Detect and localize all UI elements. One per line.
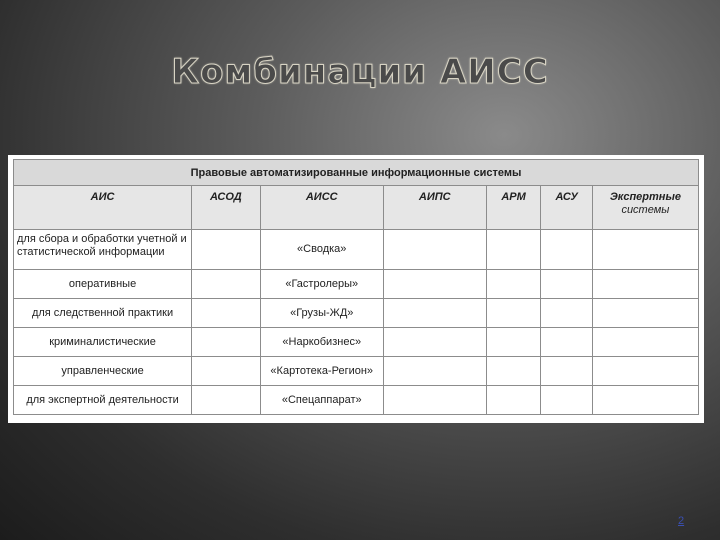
table-cell: криминалистические bbox=[14, 328, 192, 357]
table-cell bbox=[541, 299, 592, 328]
table-row bbox=[14, 230, 699, 270]
table-cell bbox=[592, 386, 698, 415]
table-cell bbox=[383, 230, 486, 270]
table-caption: Правовые автоматизированные информационные системы bbox=[14, 160, 699, 186]
column-header: АИСС bbox=[260, 186, 383, 230]
table-cell bbox=[541, 328, 592, 357]
table-cell bbox=[592, 230, 698, 270]
table-cell bbox=[486, 357, 541, 386]
table-cell bbox=[541, 386, 592, 415]
table-cell bbox=[192, 328, 261, 357]
table-cell bbox=[383, 357, 486, 386]
table-cell: управленческие bbox=[14, 357, 192, 386]
table-row bbox=[14, 357, 699, 386]
table-cell bbox=[486, 386, 541, 415]
table-cell: «Сводка» bbox=[260, 230, 383, 270]
table-cell: «Гастролеры» bbox=[260, 270, 383, 299]
table-row bbox=[14, 386, 699, 415]
column-header: АСОД bbox=[192, 186, 261, 230]
table-image bbox=[8, 155, 704, 423]
slide-title: Комбинации АИСС bbox=[171, 52, 549, 92]
table-row bbox=[14, 270, 699, 299]
table-cell bbox=[541, 357, 592, 386]
table-cell: «Наркобизнес» bbox=[260, 328, 383, 357]
table-cell: «Спецаппарат» bbox=[260, 386, 383, 415]
table-cell bbox=[192, 386, 261, 415]
table-cell bbox=[592, 357, 698, 386]
column-header-line: системы bbox=[621, 204, 670, 216]
table-cell bbox=[383, 386, 486, 415]
page-number: 2 bbox=[678, 515, 685, 527]
table-cell bbox=[192, 230, 261, 270]
table-cell: «Грузы-ЖД» bbox=[260, 299, 383, 328]
table-cell bbox=[383, 270, 486, 299]
column-header: АИПС bbox=[383, 186, 486, 230]
table-cell bbox=[192, 270, 261, 299]
table-cell bbox=[541, 230, 592, 270]
table-cell bbox=[486, 328, 541, 357]
table-cell bbox=[192, 299, 261, 328]
table-cell: для экспертной деятельности bbox=[14, 386, 192, 415]
table-cell bbox=[541, 270, 592, 299]
table-cell bbox=[592, 328, 698, 357]
table-cell bbox=[486, 299, 541, 328]
table-row bbox=[14, 328, 699, 357]
table-cell bbox=[486, 230, 541, 270]
table-header-row bbox=[14, 186, 699, 230]
table-cell: для следственной практики bbox=[14, 299, 192, 328]
table-cell bbox=[383, 328, 486, 357]
table-cell bbox=[383, 299, 486, 328]
table-cell: для сбора и обработки учетной и статистической информации bbox=[14, 230, 192, 270]
column-header: АРМ bbox=[486, 186, 541, 230]
column-header-line: Экспертные bbox=[609, 191, 681, 203]
column-header: АСУ bbox=[541, 186, 592, 230]
column-header: АИС bbox=[14, 186, 192, 230]
table-cell bbox=[192, 357, 261, 386]
table-cell bbox=[486, 270, 541, 299]
table-cell: «Картотека-Регион» bbox=[260, 357, 383, 386]
table-cell bbox=[592, 270, 698, 299]
table-row bbox=[14, 299, 699, 328]
table-cell: оперативные bbox=[14, 270, 192, 299]
column-header bbox=[592, 186, 698, 230]
legal-systems-table bbox=[13, 159, 699, 415]
table-cell bbox=[592, 299, 698, 328]
